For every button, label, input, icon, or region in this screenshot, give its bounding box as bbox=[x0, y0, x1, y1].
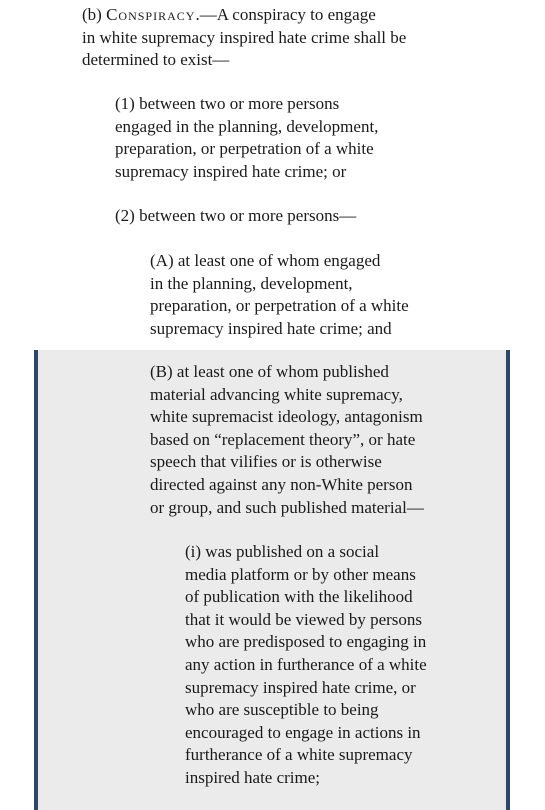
paragraph-1 bbox=[115, 93, 378, 183]
subparagraph-b bbox=[150, 361, 424, 519]
subparagraph-a-line: preparation, or perpetration of a white bbox=[150, 296, 409, 316]
clause-i-line: who are susceptible to being bbox=[185, 700, 379, 720]
clause-i-line: media platform or by other means bbox=[185, 564, 416, 584]
subsection-b-heading: Conspiracy bbox=[106, 5, 196, 24]
subparagraph-b-line: material advancing white supremacy, bbox=[150, 384, 403, 404]
paragraph-2-line: (2) between two or more persons— bbox=[115, 206, 357, 225]
clause-i bbox=[185, 541, 427, 790]
clause-i-line: who are predisposed to engaging in bbox=[185, 632, 427, 652]
subparagraph-a-line: (A) at least one of whom engaged bbox=[150, 251, 381, 270]
clause-i-line: any action in furtherance of a white bbox=[185, 654, 427, 674]
paragraph-1-line: engaged in the planning, development, bbox=[115, 116, 379, 136]
subparagraph-a bbox=[150, 250, 409, 340]
clause-i-line: of publication with the likelihood bbox=[185, 587, 413, 607]
clause-i-line: supremacy inspired hate crime, or bbox=[185, 677, 416, 697]
paragraph-1-line: (1) between two or more persons bbox=[115, 94, 340, 113]
clause-i-line: furtherance of a white supremacy bbox=[185, 745, 413, 765]
subsection-b-text-start: .—A conspiracy to engage bbox=[195, 5, 376, 24]
paragraph-2 bbox=[115, 205, 356, 228]
paragraph-1-line: supremacy inspired hate crime; or bbox=[115, 161, 347, 181]
clause-i-line: encouraged to engage in actions in bbox=[185, 722, 421, 742]
subparagraph-b-line: speech that vilifies or is otherwise bbox=[150, 452, 382, 472]
subparagraph-b-line: directed against any non-White person bbox=[150, 474, 413, 494]
subparagraph-b-line: or group, and such published material— bbox=[150, 497, 424, 517]
subparagraph-b-line: (B) at least one of whom published bbox=[150, 362, 389, 381]
subsection-b-line-1 bbox=[82, 4, 406, 27]
paragraph-1-line: preparation, or perpetration of a white bbox=[115, 139, 374, 159]
subsection-b-conspiracy bbox=[82, 4, 406, 72]
clause-i-line: inspired hate crime; bbox=[185, 767, 321, 787]
subparagraph-a-line: in the planning, development, bbox=[150, 273, 353, 293]
subsection-b-line-3: determined to exist— bbox=[82, 50, 230, 70]
subsection-b-line-2: in white supremacy inspired hate crime shall be bbox=[82, 27, 407, 47]
subparagraph-a-line: supremacy inspired hate crime; and bbox=[150, 318, 392, 338]
subsection-b-designator: (b) bbox=[82, 5, 107, 24]
subparagraph-b-line: white supremacist ideology, antagonism bbox=[150, 407, 423, 427]
clause-i-line: (i) was published on a social bbox=[185, 542, 380, 561]
clause-i-line: that it would be viewed by persons bbox=[185, 609, 423, 629]
subparagraph-b-line: based on “replacement theory”, or hate bbox=[150, 429, 416, 449]
